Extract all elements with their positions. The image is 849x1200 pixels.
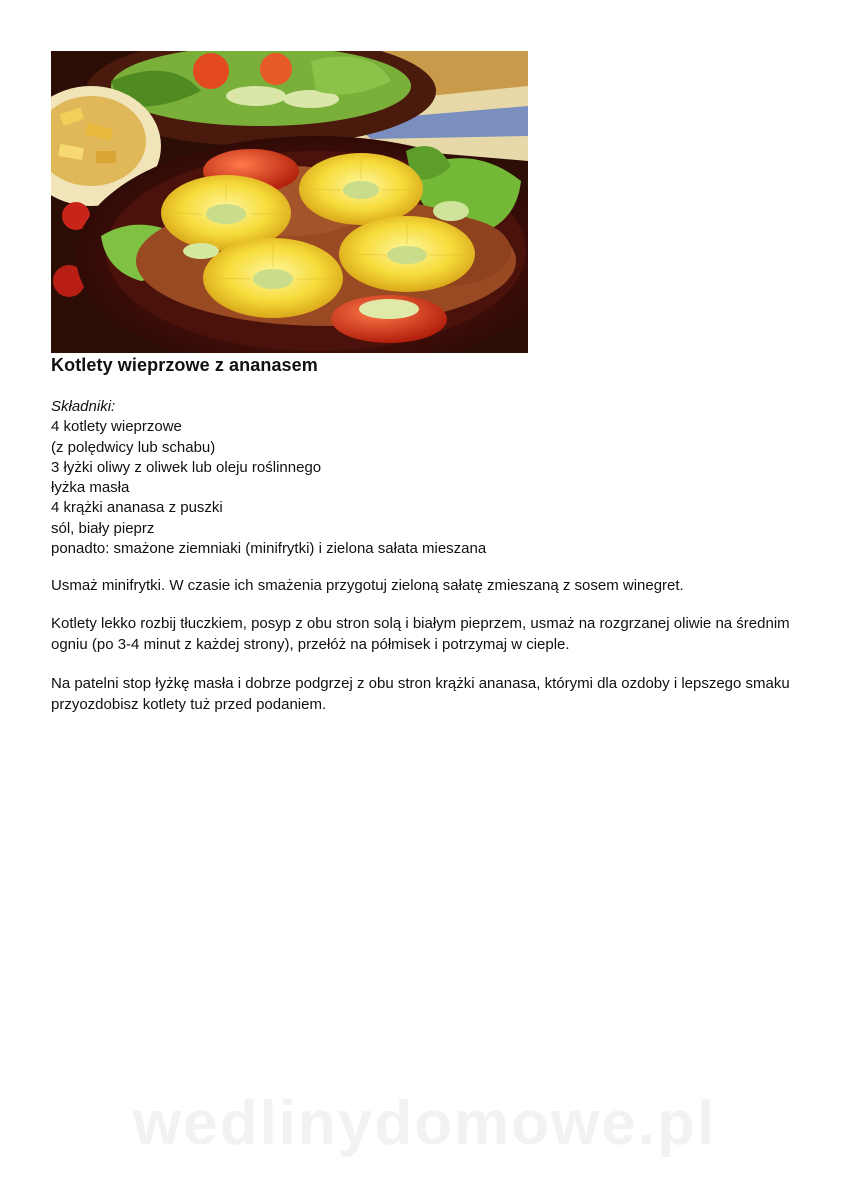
ingredient-item: 3 łyżki oliwy z oliwek lub oleju roślinnego xyxy=(51,458,322,476)
ingredients-section xyxy=(51,397,486,559)
instruction-paragraph: Usmaż minifrytki. W czasie ich smażenia przygotuj zieloną sałatę zmieszaną z sosem winegret. xyxy=(51,577,684,594)
watermark: wedlinydomowe.pl xyxy=(132,1089,717,1158)
ingredient-item: 4 kotlety wieprzowe xyxy=(51,418,182,436)
ingredient-item: łyżka masła xyxy=(51,479,130,497)
ingredients-label: Składniki: xyxy=(51,398,116,415)
dish-photo xyxy=(51,51,528,353)
ingredient-item: ponadto: smażone ziemniaki (minifrytki) i zielona sałata mieszana xyxy=(51,540,487,558)
ingredient-item: 4 krążki ananasa z puszki xyxy=(51,499,223,517)
instruction-paragraph: Kotlety lekko rozbij tłuczkiem, posyp z obu stron solą i białym pieprzem, usmaż na rozgrzanej oliwie na średnim ogniu (po 3-4 minut z każdej strony), przełóż na półmisek i potrzymaj w cieple. xyxy=(51,615,790,653)
instruction-paragraph: Na patelni stop łyżkę masła i dobrze podgrzej z obu stron krążki ananasa, którymi dla ozdoby i lepszego smaku przyozdobisz kotlety tuż przed podaniem. xyxy=(51,675,790,713)
ingredient-item: (z polędwicy lub schabu) xyxy=(51,438,216,456)
recipe-title: Kotlety wieprzowe z ananasem xyxy=(51,355,318,375)
ingredient-item: sól, biały pieprz xyxy=(51,519,155,537)
